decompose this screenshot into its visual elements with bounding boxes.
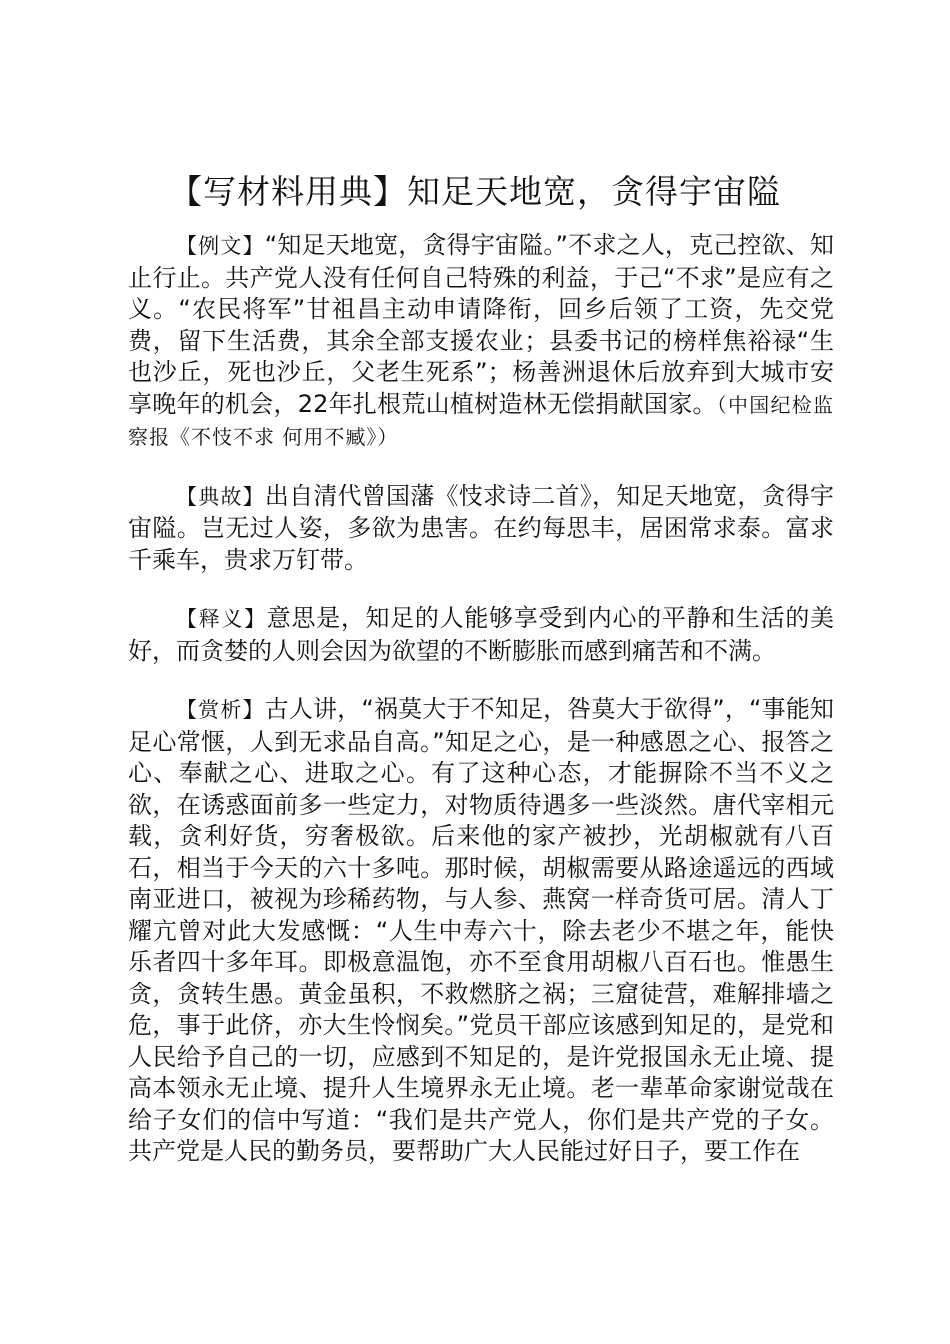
allusion-tag: 【典故】 bbox=[176, 484, 265, 509]
allusion-paragraph bbox=[128, 481, 834, 577]
meaning-text: 意思是，知足的人能够享受到内心的平静和生活的美好，而贪婪的人则会因为欲望的不断膨胀而感到痛苦和不满。 bbox=[128, 604, 835, 665]
analysis-paragraph bbox=[128, 694, 834, 1168]
example-paragraph bbox=[128, 230, 834, 454]
analysis-text: 古人讲，“祸莫大于不知足，咎莫大于欲得”，“事能知足心常惬，人到无求品自高。”知足之心，是一种感恩之心、报答之心、奉献之心、进取之心。有了这种心态，才能摒除不当不义之欲，在诱惑面前多一些定力，对物质待遇多一些淡然。唐代宰相元载，贪利好货，穷奢极欲。后来他的家产被抄，光胡椒就有八百石，相当于今天的六十多吨。那时候，胡椒需要从路途遥远的西域南亚进口，被视为珍稀药物，与人参、燕窝一样奇货可居。清人丁耀亢曾对此大发感慨：“人生中寿六十，除去老少不堪之年，能快乐者四十多年耳。即极意温饱，亦不至食用胡椒八百石也。惟愚生贪，贪转生愚。黄金虽积，不救燃脐之祸；三窟徒营，难解排墙之危，事于此侪，亦大生怜悯矣。”党员干部应该感到知足的，是党和人民给予自己的一切，应感到不知足的，是许党报国永无止境、提高本领永无止境、提升人生境界永无止境。老一辈革命家谢觉哉在给子女们的信中写道：“我们是共产党人，你们是共产党的子女。共产党是人民的勤务员，要帮助广大人民能过好日子，要工作在 bbox=[128, 695, 834, 1165]
analysis-tag: 【赏析】 bbox=[176, 698, 265, 722]
allusion-text: 出自清代曾国藩《忮求诗二首》，知足天地宽，贪得宇宙隘。岂无过人姿，多欲为患害。在约每思丰，居困常求泰。富求千乘车，贵求万钉带。 bbox=[128, 481, 834, 574]
example-source: （中国纪检监察报《不忮不求 何用不臧》） bbox=[128, 392, 835, 449]
example-tag: 【例文】 bbox=[176, 234, 265, 258]
meaning-tag: 【释义】 bbox=[176, 607, 267, 631]
meaning-paragraph bbox=[128, 603, 834, 667]
document-body bbox=[128, 230, 834, 1195]
example-text: “知足天地宽，贪得宇宙隘。”不求之人，克己控欲、知止行止。共产党人没有任何自己特殊的利益，于己“不求”是应有之义。“农民将军”甘祖昌主动申请降衔，回乡后领了工资，先交党费，留下生活费，其余全部支援农业；县委书记的榜样焦裕禄“生也沙丘，死也沙丘，父老生死系”；杨善洲退休后放弃到大城市安享晚年的机会，22年扎根荒山植树造林无偿捐献国家。 bbox=[128, 231, 834, 418]
page-title: 【写材料用典】知足天地宽，贪得宇宙隘 bbox=[169, 172, 781, 211]
